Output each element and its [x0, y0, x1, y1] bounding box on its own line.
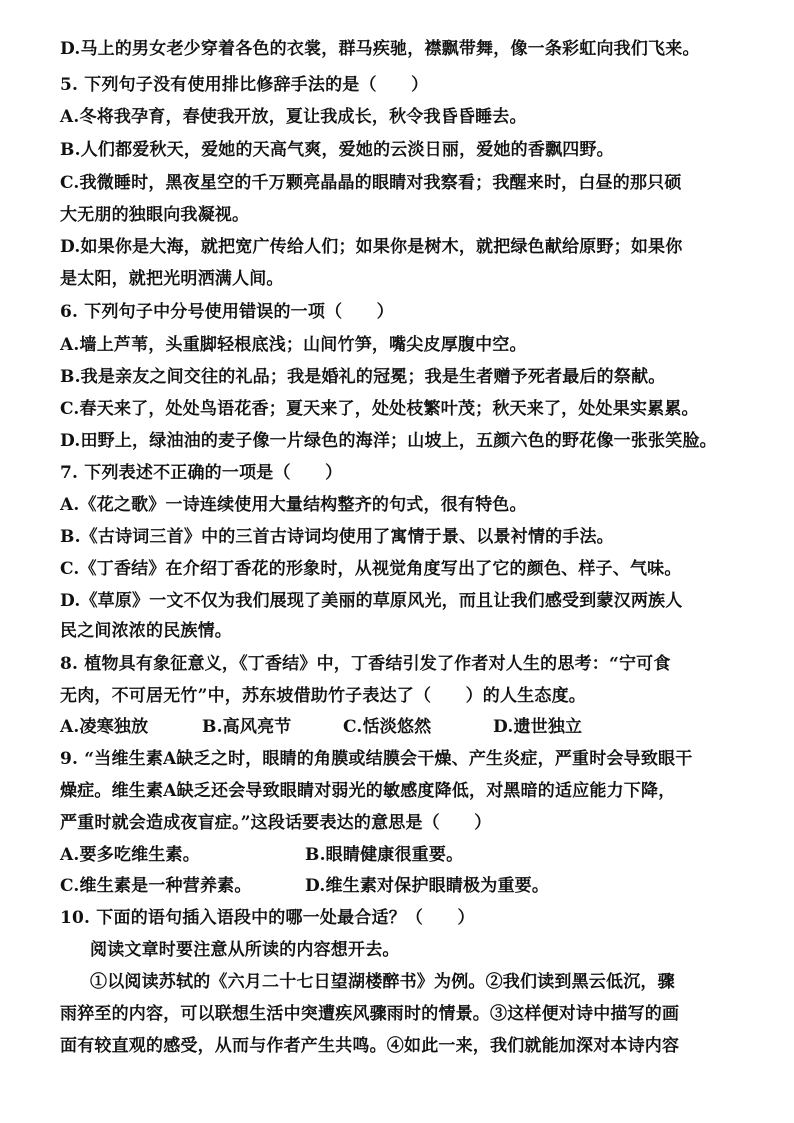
q8-choice-b: B.高风亮节 [202, 717, 292, 737]
q7-option-c: C.《丁香结》在介绍丁香花的形象时，从视觉角度写出了它的颜色、样子、气味。 [60, 559, 682, 579]
q4-option-d: D.马上的男女老少穿着各色的衣裳，群马疾驰，襟飘带舞，像一条彩虹向我们飞来。 [60, 39, 700, 59]
q8-choice-d: D.遗世独立 [493, 717, 583, 737]
q5-stem: 5. 下列句子没有使用排比修辞手法的是（ ） [60, 75, 429, 95]
q10-paragraph-line-2: 雨猝至的内容，可以联想生活中突遭疾风骤雨时的情景。③这样便对诗中描写的画 [60, 1004, 680, 1024]
q7-stem: 7. 下列表述不正确的一项是（ ） [60, 463, 343, 483]
q8-stem-cont: 无肉，不可居无竹”中，苏东坡借助竹子表达了（ ）的人生态度。 [60, 686, 586, 706]
q9-choice-b: B.眼睛健康很重要。 [305, 845, 464, 865]
q6-option-d: D.田野上，绿油油的麦子像一片绿色的海洋；山坡上，五颜六色的野花像一张张笑脸。 [60, 431, 717, 451]
q7-option-a: A.《花之歌》一诗连续使用大量结构整齐的句式，很有特色。 [60, 495, 527, 515]
q7-option-d: D.《草原》一文不仅为我们展现了美丽的草原风光，而且让我们感受到蒙汉两族人 [60, 591, 683, 611]
q9-stem-cont2: 严重时就会造成夜盲症。”这段话要表达的意思是（ ） [60, 813, 492, 833]
q7-option-b: B.《古诗词三首》中的三首古诗词均使用了寓情于景、以景衬情的手法。 [60, 527, 614, 547]
q10-paragraph-line-3: 面有较直观的感受，从而与作者产生共鸣。④如此一来，我们就能加深对本诗内容 [60, 1036, 680, 1056]
q5-option-c-cont: 大无朋的独眼向我凝视。 [60, 205, 250, 225]
q10-paragraph-line-1: ①以阅读苏轼的《六月二十七日望湖楼醉书》为例。②我们读到黑云低沉，骤 [90, 972, 675, 992]
q5-option-b: B.人们都爱秋天，爱她的天高气爽，爱她的云淡日丽，爱她的香飘四野。 [60, 140, 614, 160]
q9-stem-cont: 燥症。维生素A缺乏还会导致眼睛对弱光的敏感度降低，对黑暗的适应能力下降， [60, 781, 676, 801]
q5-option-d: D.如果你是大海，就把宽广传给人们；如果你是树木，就把绿色献给原野；如果你 [60, 237, 683, 257]
q8-choice-c: C.恬淡悠然 [343, 717, 432, 737]
q6-option-a: A.墙上芦苇，头重脚轻根底浅；山间竹笋，嘴尖皮厚腹中空。 [60, 335, 527, 355]
q9-choice-d: D.维生素对保护眼睛极为重要。 [305, 876, 550, 896]
q6-option-c: C.春天来了，处处鸟语花香；夏天来了，处处枝繁叶茂；秋天来了，处处果实累累。 [60, 399, 699, 419]
q6-stem: 6. 下列句子中分号使用错误的一项（ ） [60, 302, 394, 322]
q10-stem: 10. 下面的语句插入语段中的哪一处最合适？（ ） [60, 908, 475, 928]
q9-choice-c: C.维生素是一种营养素。 [60, 876, 252, 896]
q9-stem: 9. “当维生素A缺乏之时，眼睛的角膜或结膜会干燥、产生炎症，严重时会导致眼干 [60, 749, 693, 769]
q7-option-d-cont: 民之间浓浓的民族情。 [60, 621, 232, 641]
q5-option-a: A.冬将我孕育，春使我开放，夏让我成长，秋令我昏昏睡去。 [60, 107, 527, 127]
q9-choice-a: A.要多吃维生素。 [60, 845, 200, 865]
q5-option-c: C.我微睡时，黑夜星空的千万颗亮晶晶的眼睛对我察看；我醒来时，白昼的那只硕 [60, 173, 682, 193]
q5-option-d-cont: 是太阳，就把光明洒满人间。 [60, 269, 284, 289]
q8-choice-a: A.凌寒独放 [60, 717, 149, 737]
q8-stem: 8. 植物具有象征意义，《丁香结》中，丁香结引发了作者对人生的思考：“宁可食 [60, 654, 671, 674]
q6-option-b: B.我是亲友之间交往的礼品；我是婚礼的冠冕；我是生者赠予死者最后的祭献。 [60, 367, 666, 387]
q10-insert-sentence: 阅读文章时要注意从所读的内容想开去。 [90, 940, 400, 960]
